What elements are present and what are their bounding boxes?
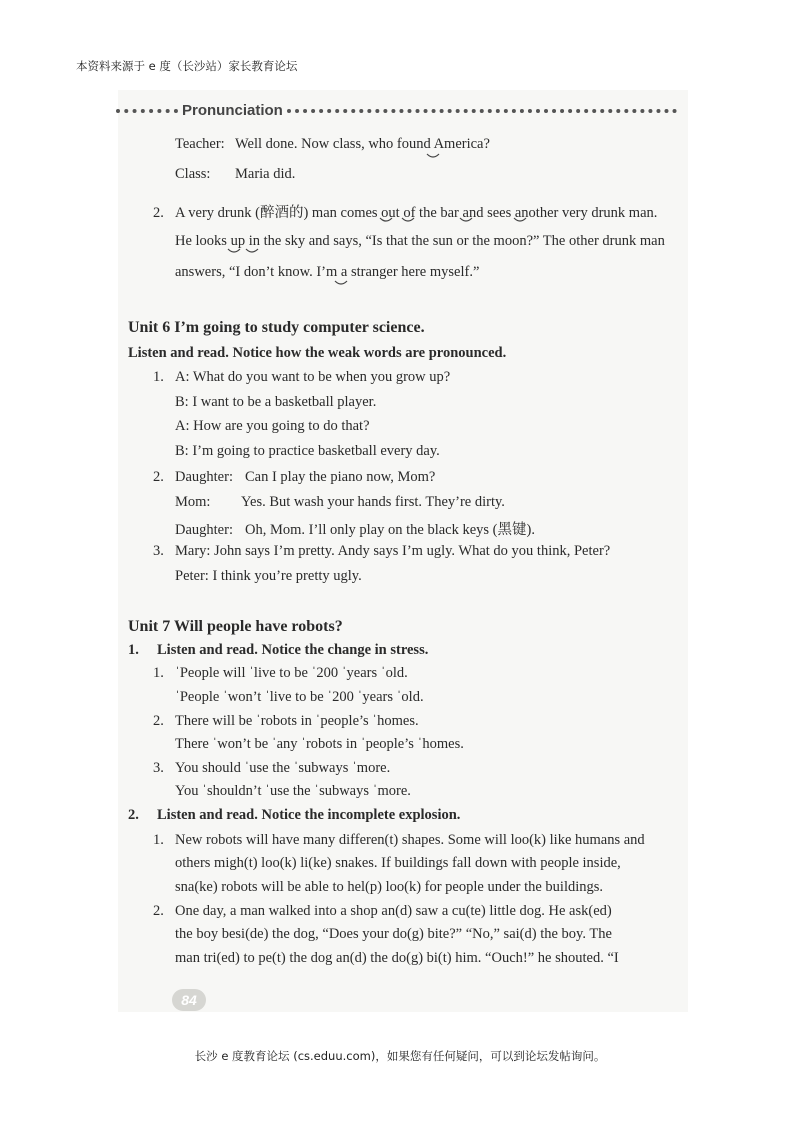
dialog-line-teacher: Teacher: Well done. Now class, who found America?	[175, 136, 490, 152]
page-number: 84	[172, 989, 206, 1011]
unit6-item1-line: B: I’m going to practice basketball every day.	[175, 443, 440, 459]
source-footer: 长沙 e 度教育论坛 (cs.eduu.com)，如果您有任何疑问，可以到论坛发帖询问。	[194, 1049, 606, 1063]
unit7-s2-item-line: 1. New robots will have many differen(t) shapes. Some will loo(k) like humans and	[153, 832, 645, 848]
liaison-mark	[226, 247, 242, 255]
unit7-s2-item-line: the boy besi(de) the dog, “Does your do(g) bite?” “No,” sai(d) the boy. The	[175, 926, 612, 942]
unit6-item2-line: Mom: Yes. But wash your hands first. They’re dirty.	[175, 494, 505, 510]
liaison-mark	[512, 216, 528, 224]
liaison-mark	[425, 152, 441, 160]
unit7-section1-instruction: 1. Listen and read. Notice the change in stress.	[128, 642, 429, 658]
unit6-item1-line: B: I want to be a basketball player.	[175, 394, 377, 410]
liaison-mark	[333, 279, 349, 287]
liaison-mark	[458, 216, 474, 224]
unit7-title: Unit 7 Will people have robots?	[128, 618, 343, 635]
unit7-s1-item-line: 3. You should ˈuse the ˈsubways ˈmore.	[153, 760, 391, 776]
liaison-mark	[400, 216, 416, 224]
unit7-s2-item-line: others migh(t) loo(k) li(ke) snakes. If buildings fall down with people inside,	[175, 855, 621, 871]
unit7-s1-item-line: ˈPeople ˈwon’t ˈlive to be ˈ200 ˈyears ˈold.	[175, 689, 424, 705]
unit6-instruction: Listen and read. Notice how the weak words are pronounced.	[128, 345, 507, 361]
source-header: 本资料来源于 e 度（长沙站）家长教育论坛	[76, 59, 298, 73]
liaison-mark	[378, 216, 394, 224]
pron-item-2-line2: He looks up in the sky and says, “Is that the sun or the moon?” The other drunk man	[175, 233, 665, 249]
unit6-item1-line: A: How are you going to do that?	[175, 418, 370, 434]
unit7-s1-item-line: 1. ˈPeople will ˈlive to be ˈ200 ˈyears ˈold.	[153, 665, 408, 681]
unit6-title: Unit 6 I’m going to study computer science.	[128, 319, 425, 336]
unit6-item3-line: 3. Mary: John says I’m pretty. Andy says I’m ugly. What do you think, Peter?	[153, 543, 611, 559]
unit7-s2-item-line: sna(ke) robots will be able to hel(p) loo(k) for people under the buildings.	[175, 879, 604, 895]
unit6-item2-line: Daughter: Oh, Mom. I’ll only play on the black keys (黑键).	[175, 522, 535, 538]
liaison-mark	[244, 247, 260, 255]
pronunciation-title: Pronunciation	[182, 101, 283, 119]
unit6-item1-line: 1. A: What do you want to be when you grow up?	[153, 369, 451, 385]
pron-item-2-line3: answers, “I don’t know. I’m a stranger here myself.”	[175, 264, 480, 280]
unit6-item3-line: Peter: I think you’re pretty ugly.	[175, 568, 362, 584]
unit7-s1-item-line: You ˈshouldn’t ˈuse the ˈsubways ˈmore.	[175, 783, 411, 799]
unit7-s1-item-line: There ˈwon’t be ˈany ˈrobots in ˈpeople’s ˈhomes.	[175, 736, 464, 752]
pronunciation-bar	[116, 100, 686, 120]
unit7-s2-item-line: 2. One day, a man walked into a shop an(d) saw a cu(te) little dog. He ask(ed)	[153, 903, 612, 919]
dots-left	[116, 109, 178, 113]
dots-right	[287, 109, 677, 113]
pron-item-2-line1: 2. A very drunk (醉酒的) man comes out of the bar and sees another very drunk man.	[153, 205, 658, 221]
unit7-s2-item-line: man tri(ed) to pe(t) the dog an(d) the do(g) bi(t) him. “Ouch!” he shouted. “I	[175, 950, 619, 966]
dialog-line-class: Class: Maria did.	[175, 166, 296, 182]
unit7-s1-item-line: 2. There will be ˈrobots in ˈpeople’s ˈhomes.	[153, 713, 419, 729]
unit6-item2-line: 2. Daughter: Can I play the piano now, Mom?	[153, 469, 436, 485]
unit7-section2-instruction: 2. Listen and read. Notice the incomplete explosion.	[128, 807, 461, 823]
